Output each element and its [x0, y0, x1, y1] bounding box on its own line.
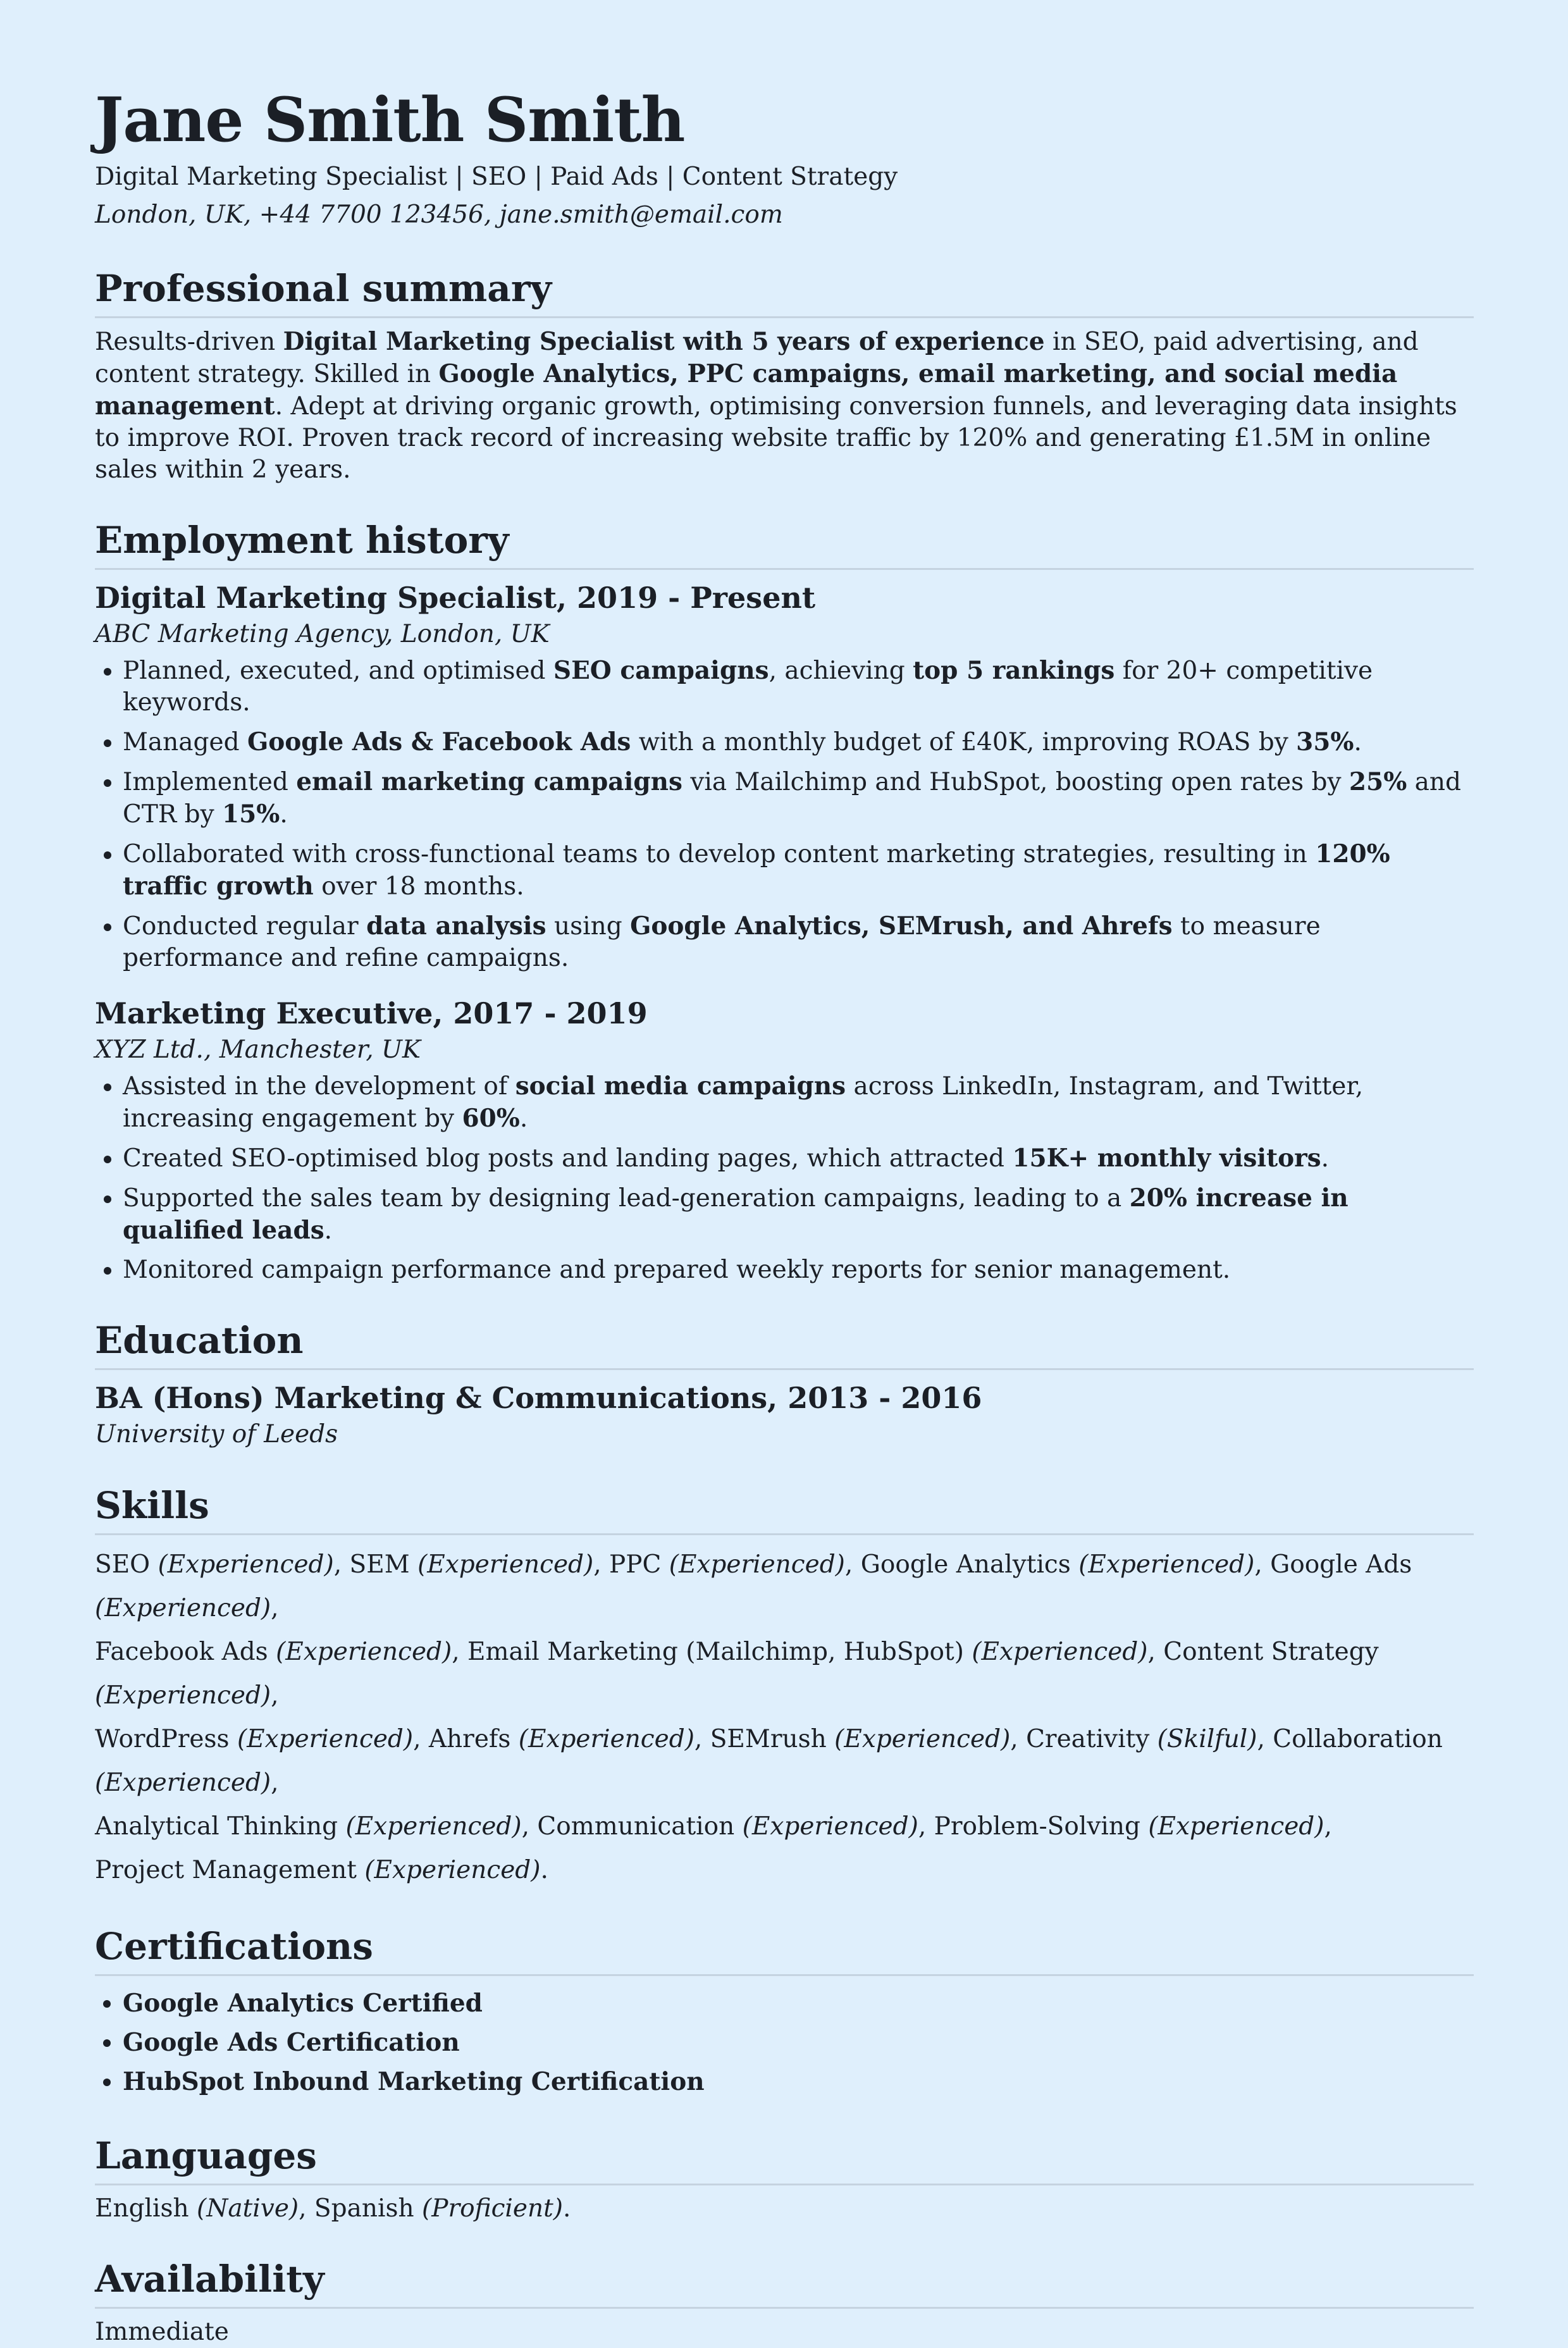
employment-heading: Employment history — [95, 515, 1474, 570]
skill-item: SEMrush (Experienced) — [710, 1725, 1011, 1753]
skill-item: Email Marketing (Mailchimp, HubSpot) (Experienced) — [467, 1638, 1148, 1666]
skill-item: Ahrefs (Experienced) — [428, 1725, 694, 1753]
language-item: Spanish (Proficient) — [314, 2194, 563, 2223]
skill-item: Analytical Thinking (Experienced) — [95, 1812, 522, 1841]
summary-text-part: in SEO, paid advertising, and content strategy. Skilled in — [95, 328, 1419, 388]
education-heading: Education — [95, 1315, 1474, 1370]
certification-item: • Google Analytics Certified — [123, 1984, 1474, 2023]
contact-info: London, UK, +44 7700 123456, jane.smith@email.com — [95, 201, 783, 229]
skills-list: SEO (Experienced), SEM (Experienced), PPC (Experienced), Google Analytics (Experienced), Google Ads (Experienced), Facebook Ads (Experienced), Email Marketing (Mailchimp, HubSpot) (Experienced), Content Strategy (Experienced), WordPress (Experienced), Ahrefs (Experienced), SEMrush (Experienced), Creativity (Skilful), Collaboration (Experienced), Analytical Thinking (Experienced), Communication (Experienced), Problem-Solving (Experienced), Project Management (Experienced). — [95, 1550, 1443, 1884]
job-organisation: ABC Marketing Agency, London, UK — [95, 620, 550, 648]
employment-section — [95, 515, 1474, 1286]
achievement-item: • Supported the sales team by designing lead-generation campaigns, leading to a 20% increase in qualified leads. — [123, 1182, 1474, 1247]
resume-content — [95, 82, 1474, 2348]
summary-text-part: . Adept at driving organic growth, optimising conversion funnels, and leveraging data insights to improve ROI. Proven track record of increasing website traffic by 120% and generating £1.5M in online sales within 2 years. — [95, 392, 1457, 484]
certifications-section — [95, 1921, 1474, 2101]
skill-item: Facebook Ads (Experienced) — [95, 1638, 452, 1666]
achievement-item: • Monitored campaign performance and prepared weekly reports for senior management. — [123, 1254, 1474, 1286]
skill-item: Content Strategy (Experienced) — [95, 1638, 1379, 1710]
job-entry — [95, 578, 1474, 974]
skill-item: Communication (Experienced) — [537, 1812, 918, 1841]
achievement-item: • Assisted in the development of social media campaigns across LinkedIn, Instagram, and Twitter, increasing engagement by 60%. — [123, 1070, 1474, 1135]
skills-heading: Skills — [95, 1480, 1474, 1535]
job-achievements — [95, 1070, 1474, 1286]
skill-item: PPC (Experienced) — [609, 1550, 845, 1579]
job-title: Digital Marketing Specialist, 2019 - Present — [95, 581, 816, 615]
school-name: University of Leeds — [95, 1420, 338, 1449]
availability-heading: Availability — [95, 2254, 1474, 2309]
job-title: Marketing Executive, 2017 - 2019 — [95, 996, 648, 1030]
summary-highlight: Digital Marketing Specialist with 5 years of experience — [283, 327, 1045, 356]
achievement-item: • Collaborated with cross-functional teams to develop content marketing strategies, resulting in 120% traffic growth over 18 months. — [123, 838, 1474, 903]
certifications-heading: Certifications — [95, 1921, 1474, 1976]
achievement-item: • Managed Google Ads & Facebook Ads with a monthly budget of £40K, improving ROAS by 35%. — [123, 726, 1474, 758]
job-achievements — [95, 655, 1474, 974]
job-entry — [95, 993, 1474, 1286]
languages-section — [95, 2130, 1474, 2225]
degree-title: BA (Hons) Marketing & Communications, 2013 - 2016 — [95, 1381, 982, 1415]
summary-highlight: Google Analytics, PPC campaigns, email marketing, and social media management — [95, 359, 1398, 421]
skill-item: Problem-Solving (Experienced) — [934, 1812, 1324, 1841]
skill-item: Google Ads (Experienced) — [95, 1550, 1412, 1622]
language-item: English (Native) — [95, 2194, 299, 2223]
skill-item: SEO (Experienced) — [95, 1550, 334, 1579]
summary-text — [95, 326, 1474, 486]
summary-text-part: Results-driven — [95, 328, 283, 356]
skill-item: SEM (Experienced) — [349, 1550, 594, 1579]
skill-item: Creativity (Skilful) — [1026, 1725, 1257, 1753]
skill-item: Google Analytics (Experienced) — [860, 1550, 1255, 1579]
languages-heading: Languages — [95, 2130, 1474, 2185]
summary-section — [95, 263, 1474, 486]
certification-item: • HubSpot Inbound Marketing Certification — [123, 2062, 1474, 2101]
achievement-item: • Implemented email marketing campaigns via Mailchimp and HubSpot, boosting open rates by 25% and CTR by 15%. — [123, 766, 1474, 831]
skills-section — [95, 1480, 1474, 1892]
candidate-name: Jane Smith Smith — [95, 84, 685, 156]
availability-section — [95, 2254, 1474, 2348]
achievement-item: • Conducted regular data analysis using Google Analytics, SEMrush, and Ahrefs to measure performance and refine campaigns. — [123, 910, 1474, 974]
certifications-list — [95, 1984, 1474, 2101]
achievement-item: • Created SEO-optimised blog posts and landing pages, which attracted 15K+ monthly visitors. — [123, 1142, 1474, 1175]
availability-value: Immediate — [95, 2318, 229, 2346]
certification-item: • Google Ads Certification — [123, 2023, 1474, 2062]
candidate-headline: Digital Marketing Specialist | SEO | Paid Ads | Content Strategy — [95, 163, 898, 191]
achievement-item: • Planned, executed, and optimised SEO campaigns, achieving top 5 rankings for 20+ competitive keywords. — [123, 655, 1474, 719]
languages-list: English (Native), Spanish (Proficient). — [95, 2194, 571, 2223]
skill-item: WordPress (Experienced) — [95, 1725, 414, 1753]
education-section — [95, 1315, 1474, 1451]
summary-heading: Professional summary — [95, 263, 1474, 318]
job-organisation: XYZ Ltd., Manchester, UK — [95, 1035, 421, 1064]
skill-item: Project Management (Experienced) — [95, 1856, 541, 1884]
skill-item: Collaboration (Experienced) — [95, 1725, 1443, 1797]
